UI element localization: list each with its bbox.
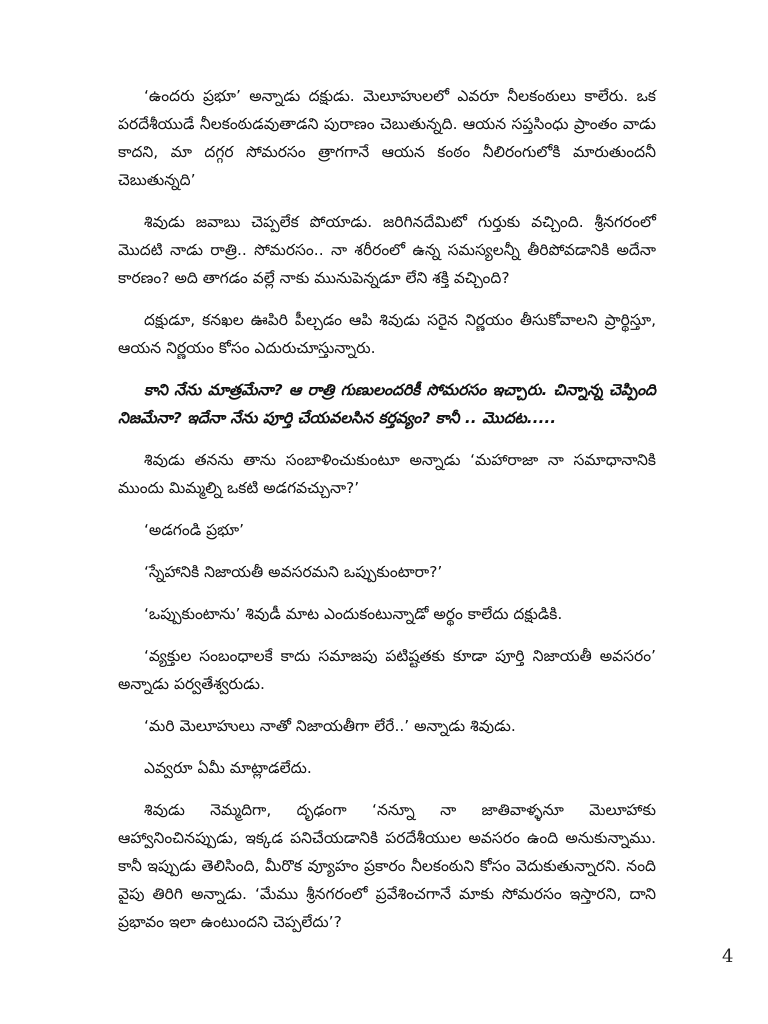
paragraph-3: దక్షుడూ, కనఖల ఊపిరి పీల్చడం ఆపి శివుడు సరైన నిర్ణయం తీసుకోవాలని ప్రార్థిస్తూ, ఆయన నిర్ణయం కోసం ఎదురుచూస్తున్నారు. <box>118 311 656 357</box>
paragraph-9: ‘వ్యక్తుల సంబంధాలకే కాదు సమాజపు పటిష్టతకు కూడా పూర్తి నిజాయతీ అవసరం’ అన్నాడు పర్వతేశ్వరుడు. <box>118 647 656 693</box>
paragraph-7: ‘స్నేహానికి నిజాయతీ అవసరమని ఒప్పుకుంటారా?’ <box>144 563 443 581</box>
paragraph-1: ‘ఉందరు ప్రభూ’ అన్నాడు దక్షుడు. మెలూహులలో ఎవరూ నీలకంఠులు కాలేరు. ఒక పరదేశీయుడే నీలకంఠుడవుతాడని పురాణం చెబుతున్నది. ఆయన సప్తసింధు ప్రాంతం వాడు కాదని, మా దగ్గర సోమరసం త్రాగగానే ఆయన కంఠం నీలిరంగులోకి మారుతుందనీ చెబుతున్నది’ <box>118 87 656 189</box>
paragraph-11: ఎవ్వరూ ఏమీ మాట్లాడలేదు. <box>144 759 312 777</box>
paragraph-10: ‘మరి మెలూహులు నాతో నిజాయతీగా లేరే..’ అన్నాడు శివుడు. <box>144 717 516 735</box>
page-body <box>118 82 656 950</box>
paragraph-8: ‘ఒప్పుకుంటాను’ శివుడీ మాట ఎందుకంటున్నాడో అర్థం కాలేదు దక్షుడికి. <box>144 605 563 623</box>
paragraph-5: శివుడు తనను తాను సంబాళించుకుంటూ అన్నాడు ‘మహారాజా నా సమాధానానికి ముందు మిమ్మల్ని ఒకటి అడగవచ్చునా?’ <box>118 451 656 497</box>
paragraph-12: శివుడు నెమ్మదిగా, దృఢంగా ‘నన్నూ నా జాతివాళ్ళనూ మెలూహాకు ఆహ్వానించినప్పుడు, ఇక్కడ పనిచేయడానికి పరదేశీయుల అవసరం ఉంది అనుకున్నాము. కానీ ఇప్పుడు తెలిసింది, మీరొక వ్యూహం ప్రకారం నీలకంఠుని కోసం వెదుకుతున్నారని. నంది వైపు తిరిగి అన్నాడు. ‘మేము శ్రీనగరంలో ప్రవేశించగానే మాకు సోమరసం ఇస్తారని, దాని ప్రభావం ఇలా ఉంటుందని చెప్పలేదు’? <box>118 801 656 931</box>
paragraph-6: ‘అడగండి ప్రభూ’ <box>144 521 245 539</box>
paragraph-2: శివుడు జవాబు చెప్పలేక పోయాడు. జరిగినదేమిటో గుర్తుకు వచ్చింది. శ్రీనగరంలో మొదటి నాడు రాత్రి.. సోమరసం.. నా శరీరంలో ఉన్న సమస్యలన్నీ తీరిపోవడానికి అదేనా కారణం? అది తాగడం వల్లే నాకు మునుపెన్నడూ లేని శక్తి వచ్చింది? <box>118 213 656 287</box>
paragraph-4-italic-thought: కాని నేను మాత్రమేనా? ఆ రాత్రి గుణులందరికీ సోమరసం ఇచ్చారు. చిన్నాన్న చెప్పింది నిజమేనా? ఇదేనా నేను పూర్తి చేయవలసిన కర్తవ్యం? కానీ .. మొదట..... <box>118 381 656 427</box>
page-number: 4 <box>722 946 734 967</box>
